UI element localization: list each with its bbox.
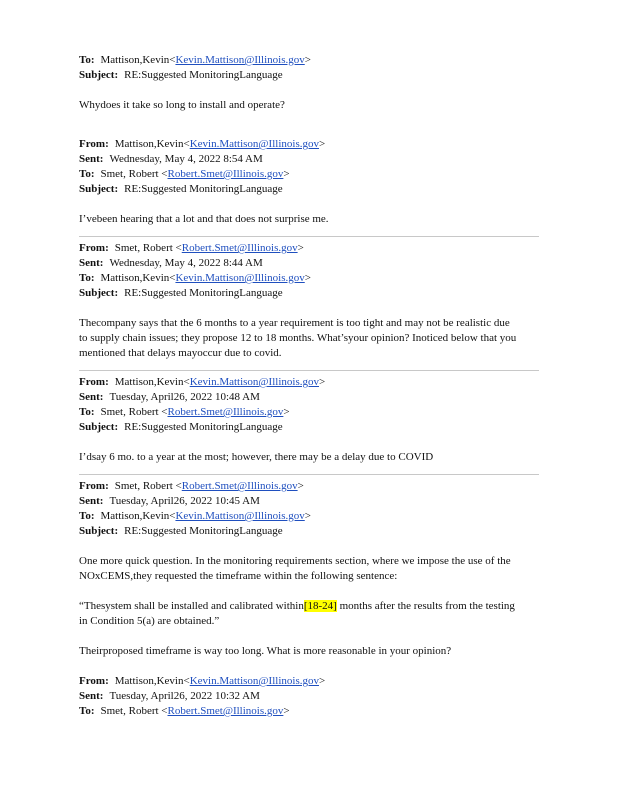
to-line: To: Smet, Robert <Robert.Smet@Illinois.gov> [79, 168, 290, 180]
message-separator [79, 474, 539, 475]
from-label: From: [79, 376, 109, 388]
email-link[interactable]: Kevin.Mattison@Illinois.gov [175, 272, 305, 284]
sender-name: Smet, Robert < [114, 242, 182, 254]
sent-line [79, 152, 539, 167]
sent-line [79, 256, 539, 271]
message-body-line: to supply chain issues; they propose 12 to 18 months. What’syour opinion? Inoticed below that you [79, 332, 517, 344]
to-label: To: [79, 272, 95, 284]
from-label: From: [79, 242, 109, 254]
sent-label: Sent: [79, 391, 104, 403]
sent-line [79, 390, 539, 405]
to-line: To: Mattison,Kevin<Kevin.Mattison@Illinois.gov> [79, 272, 311, 284]
sent-line [79, 689, 539, 704]
message-body-line: Thecompany says that the 6 months to a year requirement is too tight and may not be realistic due [79, 317, 510, 329]
email-link[interactable]: Kevin.Mattison@Illinois.gov [189, 675, 319, 687]
subject-label: Subject: [79, 69, 119, 81]
from-label: From: [79, 480, 109, 492]
to-label: To: [79, 168, 95, 180]
message-body-line: mentioned that delays mayoccur due to covid. [79, 347, 282, 359]
to-line: To: Smet, Robert <Robert.Smet@Illinois.gov> [79, 406, 290, 418]
subject-text: RE:Suggested MonitoringLanguage [124, 287, 283, 299]
message-body: I’vebeen hearing that a lot and that does not surprise me. [79, 213, 329, 225]
recipient-name: Mattison,Kevin< [100, 272, 176, 284]
to-line: To: Smet, Robert <Robert.Smet@Illinois.gov> [79, 705, 290, 717]
message-body-line: NOxCEMS,they requested the timeframe within the following sentence: [79, 570, 398, 582]
sent-label: Sent: [79, 153, 104, 165]
recipient-name: Mattison,Kevin< [100, 54, 176, 66]
sender-name: Mattison,Kevin< [114, 675, 190, 687]
email-link[interactable]: Robert.Smet@Illinois.gov [181, 242, 298, 254]
email-link[interactable]: Kevin.Mattison@Illinois.gov [189, 138, 319, 150]
sent-date: Tuesday, April26, 2022 10:45 AM [109, 495, 260, 507]
recipient-name: Smet, Robert < [100, 406, 168, 418]
email-thread [79, 53, 539, 719]
sent-label: Sent: [79, 495, 104, 507]
subject-label: Subject: [79, 421, 119, 433]
sent-label: Sent: [79, 257, 104, 269]
to-label: To: [79, 705, 95, 717]
sent-date: Wednesday, May 4, 2022 8:54 AM [109, 153, 263, 165]
from-line: From: Mattison,Kevin<Kevin.Mattison@Illinois.gov> [79, 675, 326, 687]
sent-date: Wednesday, May 4, 2022 8:44 AM [109, 257, 263, 269]
subject-label: Subject: [79, 525, 119, 537]
highlighted-timeframe: [18-24] [303, 600, 337, 612]
from-line: From: Mattison,Kevin<Kevin.Mattison@Illinois.gov> [79, 376, 326, 388]
to-label: To: [79, 406, 95, 418]
sender-name: Mattison,Kevin< [114, 376, 190, 388]
message-body: Whydoes it take so long to install and operate? [79, 99, 285, 111]
subject-text: RE:Suggested MonitoringLanguage [124, 525, 283, 537]
email-link[interactable]: Robert.Smet@Illinois.gov [181, 480, 298, 492]
subject-line [79, 286, 539, 301]
from-line: From: Smet, Robert <Robert.Smet@Illinois.gov> [79, 480, 304, 492]
from-label: From: [79, 675, 109, 687]
message-separator [79, 370, 539, 371]
subject-line [79, 68, 539, 83]
subject-label: Subject: [79, 287, 119, 299]
email-link[interactable]: Kevin.Mattison@Illinois.gov [175, 510, 305, 522]
sent-date: Tuesday, April26, 2022 10:48 AM [109, 391, 260, 403]
email-link[interactable]: Robert.Smet@Illinois.gov [167, 168, 284, 180]
from-line: From: Mattison,Kevin<Kevin.Mattison@Illinois.gov> [79, 138, 326, 150]
from-line: From: Smet, Robert <Robert.Smet@Illinois.gov> [79, 242, 304, 254]
subject-text: RE:Suggested MonitoringLanguage [124, 69, 283, 81]
email-link[interactable]: Kevin.Mattison@Illinois.gov [189, 376, 319, 388]
email-link[interactable]: Robert.Smet@Illinois.gov [167, 406, 284, 418]
message-body-line: Theirproposed timeframe is way too long. What is more reasonable in your opinion? [79, 645, 452, 657]
message-body: I’dsay 6 mo. to a year at the most; however, there may be a delay due to COVID [79, 451, 434, 463]
subject-text: RE:Suggested MonitoringLanguage [124, 421, 283, 433]
recipient-name: Smet, Robert < [100, 168, 168, 180]
from-label: From: [79, 138, 109, 150]
to-label: To: [79, 510, 95, 522]
recipient-name: Mattison,Kevin< [100, 510, 176, 522]
email-link[interactable]: Robert.Smet@Illinois.gov [167, 705, 284, 717]
sent-date: Tuesday, April26, 2022 10:32 AM [109, 690, 260, 702]
subject-line [79, 182, 539, 197]
to-label: To: [79, 54, 95, 66]
email-link[interactable]: Kevin.Mattison@Illinois.gov [175, 54, 305, 66]
quoted-sentence: “Thesystem shall be installed and calibrated within[18-24] months after the results from the testing [79, 600, 515, 612]
quoted-sentence-line: in Condition 5(a) are obtained.” [79, 615, 220, 627]
sent-label: Sent: [79, 690, 104, 702]
sender-name: Mattison,Kevin< [114, 138, 190, 150]
subject-line [79, 420, 539, 435]
sender-name: Smet, Robert < [114, 480, 182, 492]
recipient-name: Smet, Robert < [100, 705, 168, 717]
sent-line [79, 494, 539, 509]
message-separator [79, 236, 539, 237]
subject-label: Subject: [79, 183, 119, 195]
to-line: To: Mattison,Kevin<Kevin.Mattison@Illinois.gov> [79, 510, 311, 522]
message-body-line: One more quick question. In the monitoring requirements section, where we impose the use of the [79, 555, 511, 567]
subject-text: RE:Suggested MonitoringLanguage [124, 183, 283, 195]
subject-line [79, 524, 539, 539]
to-line: To: Mattison,Kevin<Kevin.Mattison@Illinois.gov> [79, 54, 311, 66]
